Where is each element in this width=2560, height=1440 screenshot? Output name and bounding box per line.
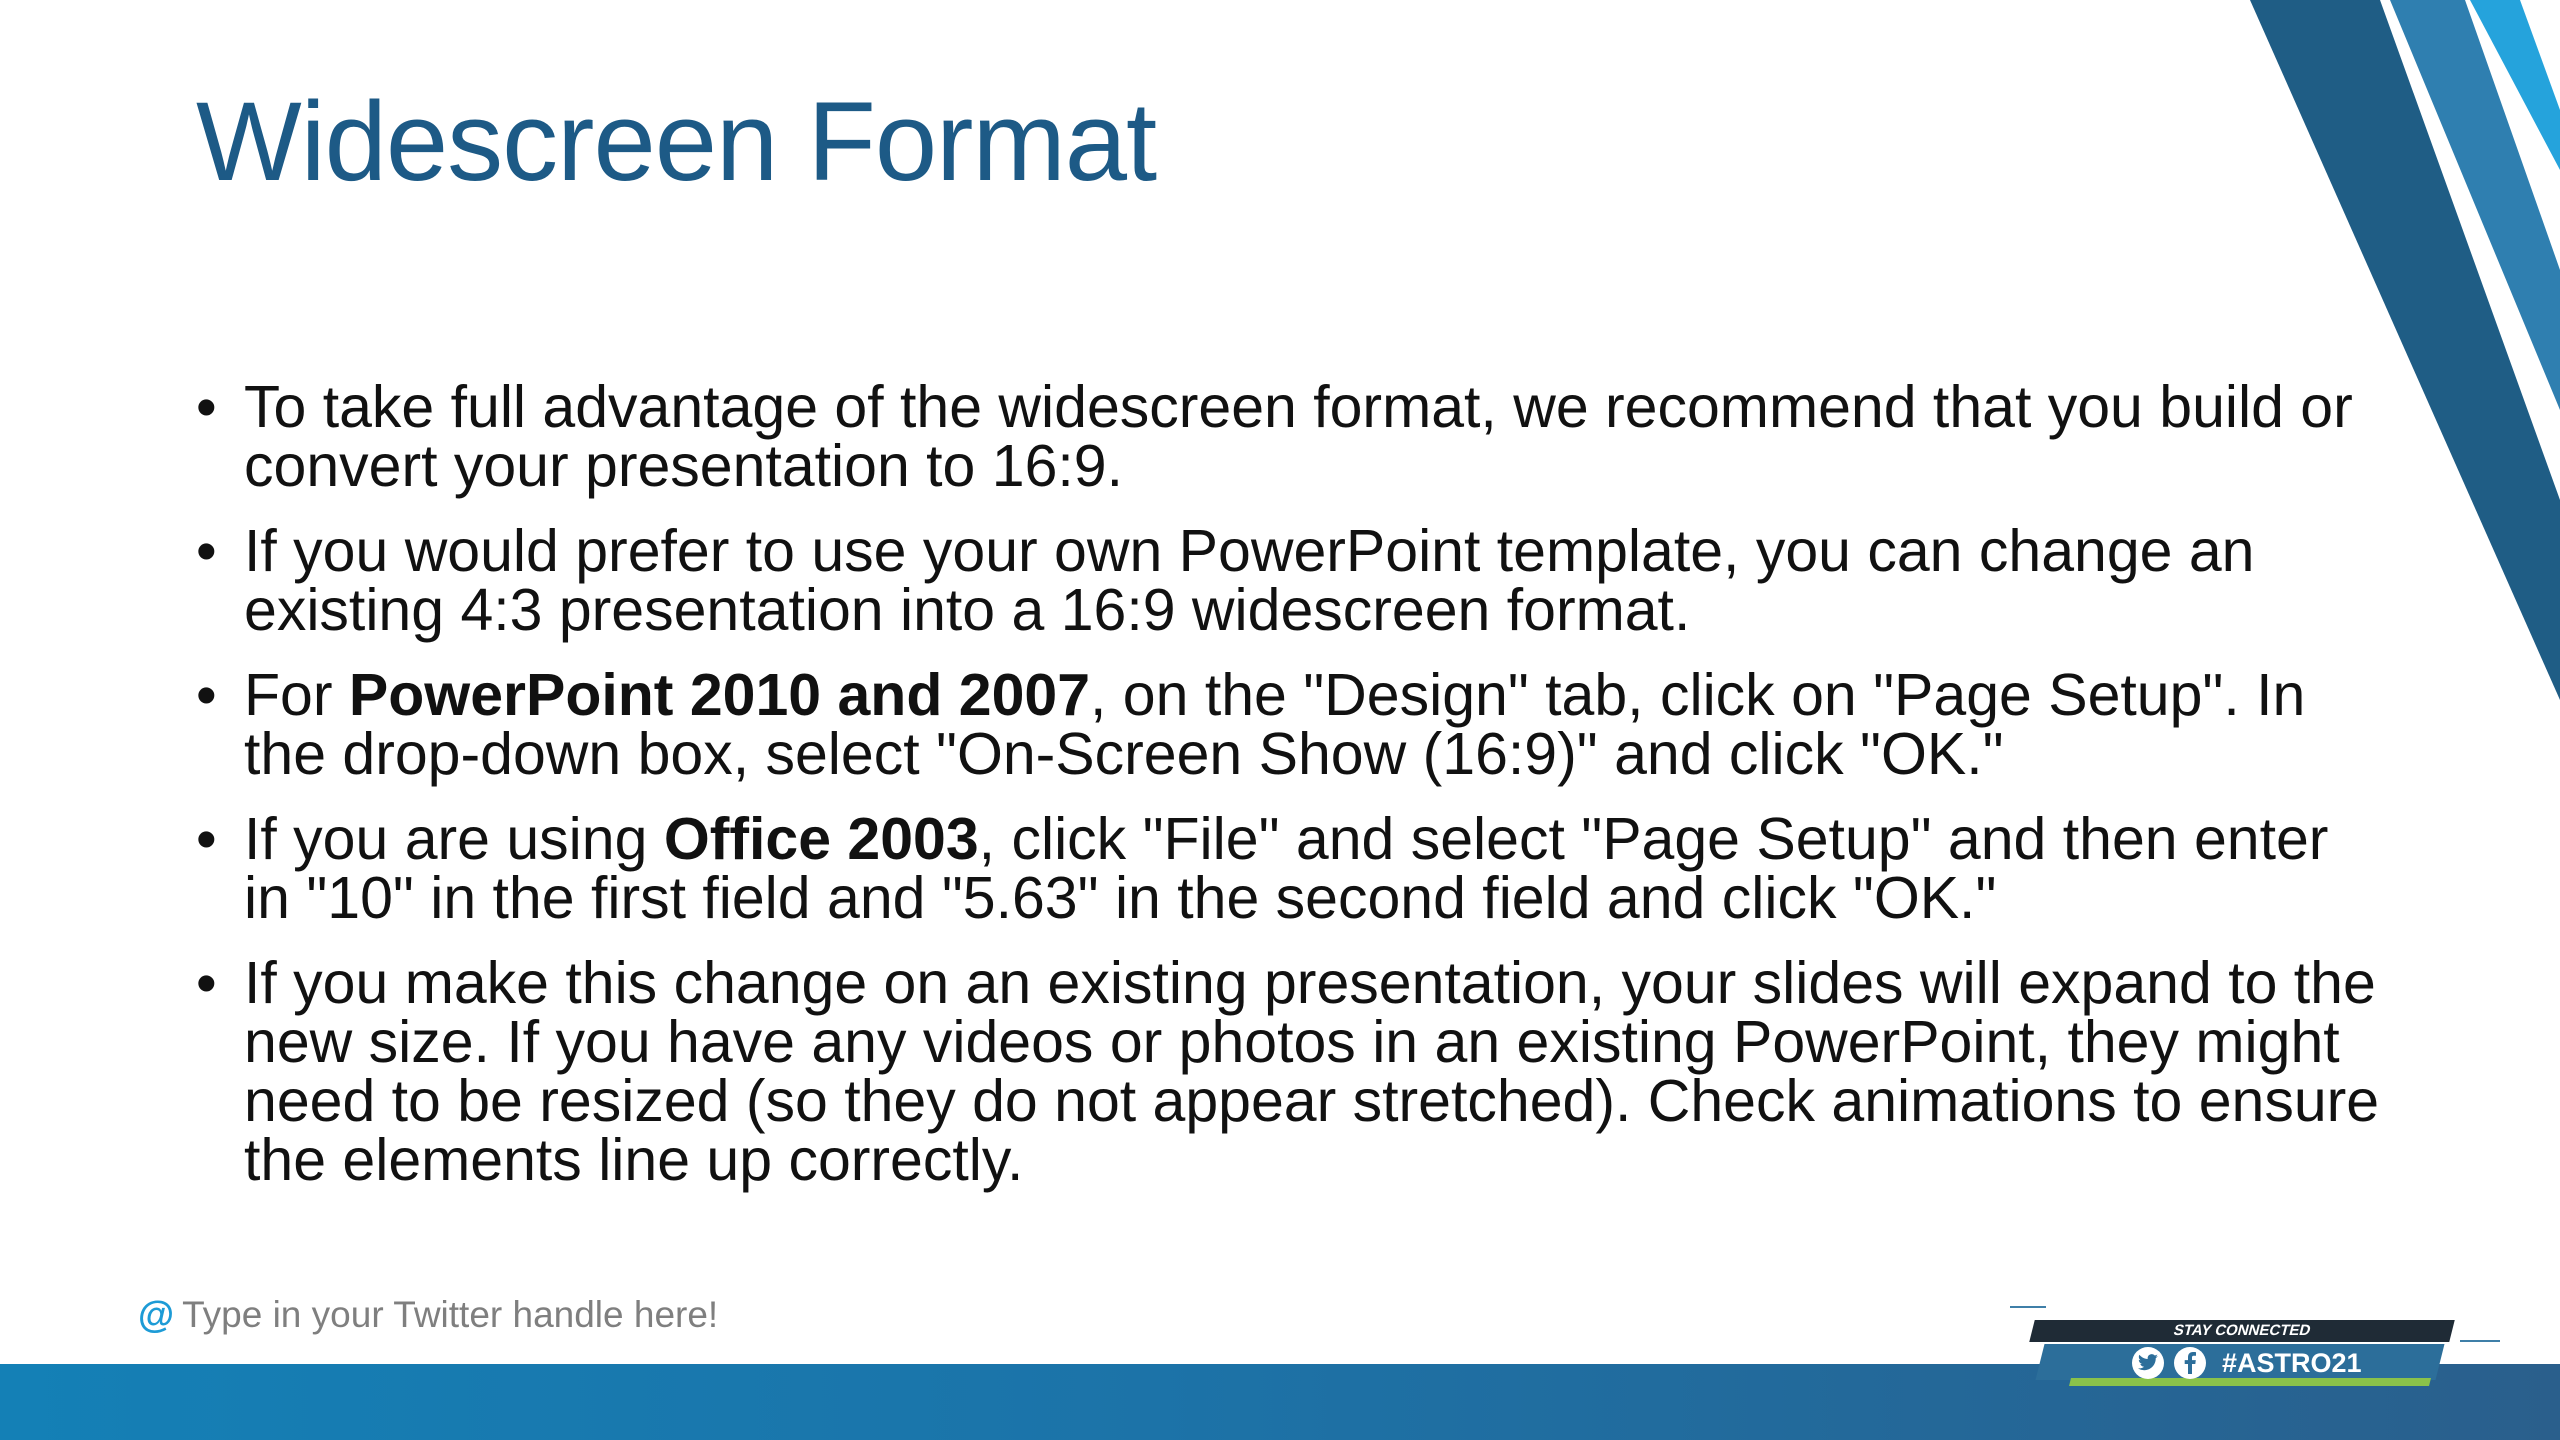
badge-line-right xyxy=(2460,1340,2500,1342)
twitter-handle-placeholder[interactable] xyxy=(138,1294,718,1336)
bullet-item xyxy=(196,950,2386,1193)
badge-label: STAY CONNECTED xyxy=(2029,1320,2454,1342)
bullet-item xyxy=(196,518,2386,643)
bullet-text: For xyxy=(244,662,349,728)
slide-title: Widescreen Format xyxy=(196,79,1157,204)
bullet-item xyxy=(196,374,2386,499)
badge-line-left xyxy=(2010,1306,2046,1308)
bullet-bold-text: Office 2003 xyxy=(663,806,979,872)
twitter-handle-text: Type in your Twitter handle here! xyxy=(182,1294,719,1335)
bullet-text: , on the "Design" tab, click on "Page Setup". In the drop-down box, select "On-Screen Show (16:9)" and click "OK." xyxy=(244,662,2306,787)
bullet-item xyxy=(196,662,2386,787)
badge-icons xyxy=(2132,1346,2362,1380)
bullet-list xyxy=(196,374,2386,1216)
bullet-bold-text: PowerPoint 2010 and 2007 xyxy=(348,662,1091,728)
stay-connected-badge xyxy=(2010,1304,2480,1394)
bullet-text: , click "File" and select "Page Setup" and then enter in "10" in the first field and "5.63" in the second field and click "OK." xyxy=(244,806,2329,931)
bullet-text: If you would prefer to use your own PowerPoint template, you can change an existing 4:3 presentation into a 16:9 widescreen format. xyxy=(244,518,2255,643)
facebook-icon xyxy=(2174,1347,2206,1379)
twitter-icon xyxy=(2132,1347,2164,1379)
bullet-text: To take full advantage of the widescreen format, we recommend that you build or convert your presentation to 16:9. xyxy=(244,374,2353,499)
bullet-text: If you are using xyxy=(244,806,664,872)
hashtag-label: #ASTRO21 xyxy=(2222,1347,2362,1378)
bullet-text: If you make this change on an existing presentation, your slides will expand to the new size. If you have any videos or photos in an existing PowerPoint, they might need to be resized (so they do not appear stretched). Check animations to ensure the elements line up correctly. xyxy=(244,950,2380,1193)
at-icon: @ xyxy=(138,1294,175,1335)
bullet-item xyxy=(196,806,2386,931)
